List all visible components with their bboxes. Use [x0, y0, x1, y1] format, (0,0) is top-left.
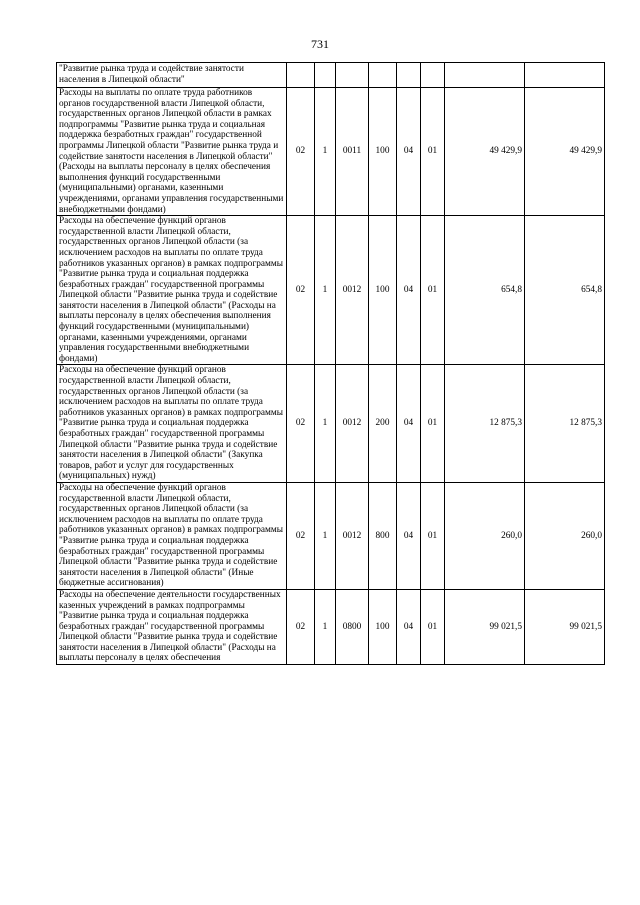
row-description: Расходы на обеспечение функций органов государственной власти Липецкой области, государственных органов Липецкой области (за исключением расходов на выплаты по оплате труда работников указанных органов) в рамках подпрограммы "Развитие рынка труда и социальная поддержка безработных граждан" государственной программы Липецкой области "Развитие рынка труда и содействие занятости населения в Липецкой области" (Иные бюджетные ассигнования)	[57, 482, 287, 589]
code-cell: 0011	[336, 88, 369, 216]
code-cell: 04	[397, 88, 421, 216]
row-description: Расходы на обеспечение деятельности государственных казенных учреждений в рамках подпрограммы "Развитие рынка труда и социальная поддержка безработных граждан" государственной программы Липецкой области "Развитие рынка труда и содействие занятости населения в Липецкой области" (Расходы на выплаты персоналу в целях обеспечения	[57, 589, 287, 664]
table-row	[57, 216, 605, 365]
code-cell	[397, 63, 421, 88]
code-cell: 1	[315, 88, 336, 216]
code-cell: 1	[315, 216, 336, 365]
code-cell: 0012	[336, 365, 369, 483]
code-cell: 0012	[336, 216, 369, 365]
code-cell: 1	[315, 589, 336, 664]
table-row	[57, 88, 605, 216]
code-cell: 100	[369, 88, 397, 216]
code-cell: 04	[397, 365, 421, 483]
code-cell	[336, 63, 369, 88]
row-description: Расходы на обеспечение функций органов государственной власти Липецкой области, государственных органов Липецкой области (за исключением расходов на выплаты по оплате труда работников указанных органов) в рамках подпрограммы "Развитие рынка труда и социальная поддержка безработных граждан" государственной программы Липецкой области "Развитие рынка труда и содействие занятости населения в Липецкой области" (Расходы на выплаты персоналу в целях обеспечения выполнения функций государственными (муниципальными) органами, казенными учреждениями, органами управления государственными внебюджетными фондами)	[57, 216, 287, 365]
table-row	[57, 365, 605, 483]
amount-cell: 654,8	[525, 216, 605, 365]
amount-cell: 49 429,9	[445, 88, 525, 216]
code-cell: 0012	[336, 482, 369, 589]
code-cell	[315, 63, 336, 88]
code-cell	[421, 63, 445, 88]
code-cell: 02	[287, 88, 315, 216]
amount-cell: 99 021,5	[445, 589, 525, 664]
code-cell: 02	[287, 216, 315, 365]
amount-cell: 260,0	[525, 482, 605, 589]
row-description: Расходы на обеспечение функций органов государственной власти Липецкой области, государственных органов Липецкой области (за исключением расходов на выплаты по оплате труда работников указанных органов) в рамках подпрограммы "Развитие рынка труда и социальная поддержка безработных граждан" государственной программы Липецкой области "Развитие рынка труда и содействие занятости населения в Липецкой области" (Закупка товаров, работ и услуг для государственных (муниципальных) нужд)	[57, 365, 287, 483]
amount-cell: 654,8	[445, 216, 525, 365]
code-cell: 0800	[336, 589, 369, 664]
code-cell: 200	[369, 365, 397, 483]
amount-cell: 12 875,3	[525, 365, 605, 483]
row-description: Расходы на выплаты по оплате труда работников органов государственной власти Липецкой области, государственных органов Липецкой области в рамках подпрограммы "Развитие рынка труда и социальная поддержка безработных граждан" государственной программы Липецкой области "Развитие рынка труда и содействие занятости населения в Липецкой области" (Расходы на выплаты персоналу в целях обеспечения выполнения функций государственными (муниципальными) органами, казенными учреждениями, органами управления государственными внебюджетными фондами)	[57, 88, 287, 216]
code-cell: 100	[369, 216, 397, 365]
code-cell: 100	[369, 589, 397, 664]
code-cell: 01	[421, 365, 445, 483]
amount-cell: 260,0	[445, 482, 525, 589]
code-cell: 02	[287, 365, 315, 483]
code-cell: 02	[287, 589, 315, 664]
code-cell: 02	[287, 482, 315, 589]
code-cell: 1	[315, 482, 336, 589]
amount-cell: 49 429,9	[525, 88, 605, 216]
code-cell: 04	[397, 589, 421, 664]
page-number: 731	[311, 37, 329, 51]
amount-cell: 12 875,3	[445, 365, 525, 483]
code-cell: 04	[397, 482, 421, 589]
amount-cell: 99 021,5	[525, 589, 605, 664]
amount-cell	[445, 63, 525, 88]
table-row	[57, 589, 605, 664]
table-row	[57, 63, 605, 88]
code-cell: 01	[421, 88, 445, 216]
code-cell: 1	[315, 365, 336, 483]
code-cell: 01	[421, 482, 445, 589]
table-row	[57, 482, 605, 589]
budget-table	[56, 62, 605, 665]
code-cell: 04	[397, 216, 421, 365]
code-cell	[287, 63, 315, 88]
row-description: "Развитие рынка труда и содействие занятости населения в Липецкой области"	[57, 63, 287, 88]
code-cell: 800	[369, 482, 397, 589]
code-cell	[369, 63, 397, 88]
code-cell: 01	[421, 589, 445, 664]
code-cell: 01	[421, 216, 445, 365]
amount-cell	[525, 63, 605, 88]
